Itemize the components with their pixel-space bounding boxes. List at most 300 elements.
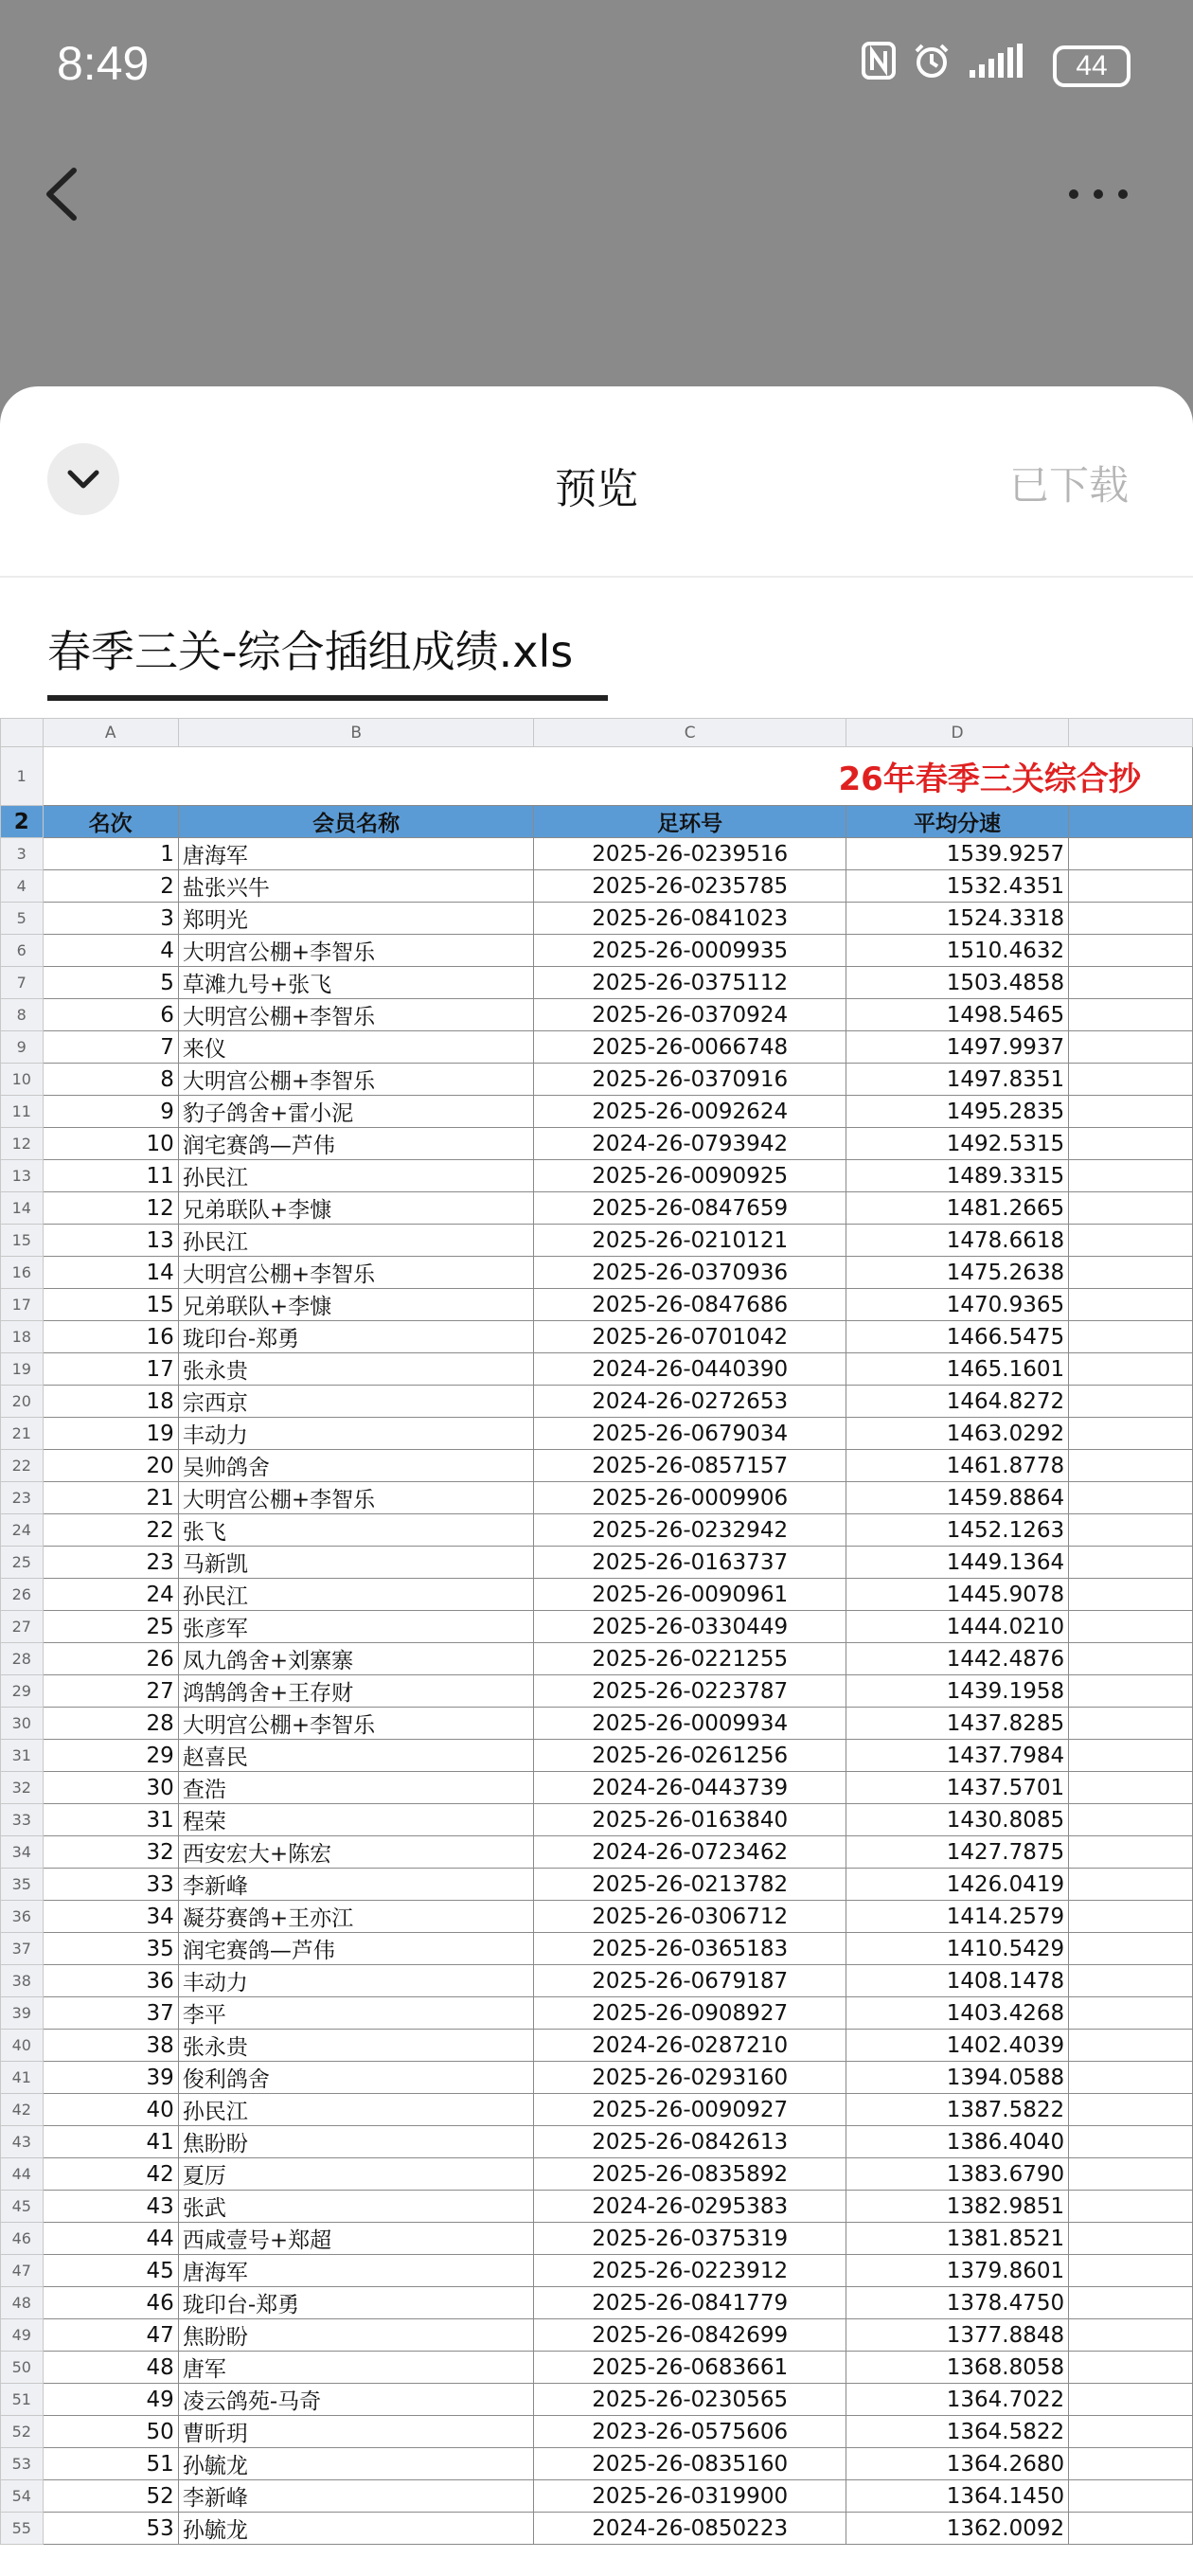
table-cell[interactable]: 凌云鸽苑-马奇 — [178, 2384, 534, 2416]
table-cell[interactable]: 10 — [43, 1128, 178, 1160]
table-cell[interactable]: 42 — [43, 2158, 178, 2191]
row-number[interactable]: 35 — [1, 1869, 44, 1901]
table-cell[interactable]: 凝芬赛鸽+王亦江 — [178, 1901, 534, 1933]
table-cell[interactable]: 2025-26-0293160 — [534, 2062, 846, 2094]
table-cell[interactable] — [1069, 967, 1193, 999]
table-cell[interactable]: 12 — [43, 1192, 178, 1225]
table-cell[interactable]: 李新峰 — [178, 1869, 534, 1901]
row-number[interactable]: 30 — [1, 1708, 44, 1740]
table-cell[interactable]: 2025-26-0847686 — [534, 1289, 846, 1321]
row-number[interactable]: 26 — [1, 1579, 44, 1611]
table-cell[interactable]: 1378.4750 — [846, 2287, 1068, 2319]
table-cell[interactable] — [1069, 2223, 1193, 2255]
table-cell[interactable]: 1437.5701 — [846, 1772, 1068, 1804]
table-cell[interactable]: 大明宫公棚+李智乐 — [178, 1708, 534, 1740]
table-cell[interactable]: 1386.4040 — [846, 2126, 1068, 2158]
table-cell[interactable]: 1445.9078 — [846, 1579, 1068, 1611]
table-cell[interactable]: 13 — [43, 1225, 178, 1257]
table-cell[interactable]: 凤九鸽舍+刘寨寨 — [178, 1643, 534, 1675]
table-cell[interactable] — [1069, 1804, 1193, 1836]
row-number[interactable]: 2 — [1, 806, 44, 838]
table-cell[interactable]: 1465.1601 — [846, 1353, 1068, 1386]
table-cell[interactable] — [1069, 2094, 1193, 2126]
column-letter[interactable]: B — [178, 719, 534, 747]
table-cell[interactable]: 大明宫公棚+李智乐 — [178, 1482, 534, 1514]
row-number[interactable]: 39 — [1, 1997, 44, 2030]
table-cell[interactable]: 50 — [43, 2416, 178, 2448]
table-cell[interactable]: 33 — [43, 1869, 178, 1901]
table-cell[interactable] — [1069, 1160, 1193, 1192]
table-cell[interactable]: 2025-26-0090925 — [534, 1160, 846, 1192]
table-cell[interactable]: 孙民江 — [178, 1225, 534, 1257]
row-number[interactable]: 31 — [1, 1740, 44, 1772]
table-cell[interactable]: 2025-26-0375112 — [534, 967, 846, 999]
column-letter[interactable]: D — [846, 719, 1068, 747]
table-cell[interactable] — [1069, 903, 1193, 935]
table-cell[interactable]: 1381.8521 — [846, 2223, 1068, 2255]
table-cell[interactable]: 36 — [43, 1965, 178, 1997]
table-cell[interactable]: 1387.5822 — [846, 2094, 1068, 2126]
table-cell[interactable]: 1497.9937 — [846, 1031, 1068, 1064]
table-cell[interactable]: 2025-26-0370916 — [534, 1064, 846, 1096]
table-cell[interactable]: 吴帅鸽舍 — [178, 1450, 534, 1482]
table-cell[interactable] — [1069, 2513, 1193, 2545]
table-cell[interactable]: 32 — [43, 1836, 178, 1869]
table-cell[interactable] — [1069, 1450, 1193, 1482]
table-cell[interactable]: 15 — [43, 1289, 178, 1321]
table-cell[interactable]: 大明宫公棚+李智乐 — [178, 999, 534, 1031]
table-cell[interactable]: 2024-26-0272653 — [534, 1386, 846, 1418]
table-cell[interactable]: 1414.2579 — [846, 1901, 1068, 1933]
table-cell[interactable]: 丰动力 — [178, 1418, 534, 1450]
table-cell[interactable]: 1466.5475 — [846, 1321, 1068, 1353]
row-number[interactable]: 21 — [1, 1418, 44, 1450]
table-cell[interactable] — [1069, 2158, 1193, 2191]
table-cell[interactable]: 35 — [43, 1933, 178, 1965]
table-cell[interactable]: 8 — [43, 1064, 178, 1096]
row-number[interactable]: 9 — [1, 1031, 44, 1064]
row-number[interactable]: 38 — [1, 1965, 44, 1997]
table-cell[interactable]: 焦盼盼 — [178, 2126, 534, 2158]
table-cell[interactable]: 2025-26-0330449 — [534, 1611, 846, 1643]
table-cell[interactable]: 24 — [43, 1579, 178, 1611]
table-cell[interactable] — [1069, 2126, 1193, 2158]
table-cell[interactable]: 1402.4039 — [846, 2030, 1068, 2062]
table-cell[interactable]: 2025-26-0235785 — [534, 870, 846, 903]
row-number[interactable]: 51 — [1, 2384, 44, 2416]
table-cell[interactable] — [1069, 1418, 1193, 1450]
table-cell[interactable]: 李平 — [178, 1997, 534, 2030]
column-header[interactable] — [1069, 806, 1193, 838]
table-cell[interactable] — [1069, 1128, 1193, 1160]
table-cell[interactable] — [1069, 1353, 1193, 1386]
table-cell[interactable]: 珑印台-郑勇 — [178, 2287, 534, 2319]
row-number[interactable]: 16 — [1, 1257, 44, 1289]
table-cell[interactable]: 40 — [43, 2094, 178, 2126]
row-number[interactable]: 4 — [1, 870, 44, 903]
table-cell[interactable]: 孙毓龙 — [178, 2448, 534, 2480]
table-cell[interactable]: 1379.8601 — [846, 2255, 1068, 2287]
table-cell[interactable] — [1069, 1289, 1193, 1321]
table-cell[interactable]: 1503.4858 — [846, 967, 1068, 999]
row-number[interactable]: 53 — [1, 2448, 44, 2480]
table-cell[interactable]: 1510.4632 — [846, 935, 1068, 967]
row-number[interactable]: 40 — [1, 2030, 44, 2062]
table-cell[interactable]: 1444.0210 — [846, 1611, 1068, 1643]
table-cell[interactable]: 2025-26-0842613 — [534, 2126, 846, 2158]
table-cell[interactable]: 44 — [43, 2223, 178, 2255]
column-header[interactable]: 足环号 — [534, 806, 846, 838]
table-cell[interactable]: 2024-26-0793942 — [534, 1128, 846, 1160]
table-cell[interactable]: 2025-26-0365183 — [534, 1933, 846, 1965]
table-cell[interactable]: 2025-26-0841023 — [534, 903, 846, 935]
row-number[interactable]: 37 — [1, 1933, 44, 1965]
table-cell[interactable]: 焦盼盼 — [178, 2319, 534, 2352]
row-number[interactable]: 5 — [1, 903, 44, 935]
table-cell[interactable]: 鸿鹄鸽舍+王存财 — [178, 1675, 534, 1708]
table-cell[interactable] — [1069, 1997, 1193, 2030]
table-cell[interactable] — [1069, 999, 1193, 1031]
table-cell[interactable] — [1069, 935, 1193, 967]
table-cell[interactable]: 张永贵 — [178, 1353, 534, 1386]
table-cell[interactable]: 马新凯 — [178, 1547, 534, 1579]
column-letter[interactable]: A — [43, 719, 178, 747]
table-cell[interactable] — [1069, 1836, 1193, 1869]
row-number[interactable]: 33 — [1, 1804, 44, 1836]
sheet-title-cell[interactable]: 26年春季三关综合抄 — [43, 747, 1192, 806]
table-cell[interactable]: 31 — [43, 1804, 178, 1836]
table-cell[interactable]: 2025-26-0370924 — [534, 999, 846, 1031]
table-cell[interactable]: 46 — [43, 2287, 178, 2319]
table-cell[interactable]: 夏厉 — [178, 2158, 534, 2191]
column-letter[interactable] — [1069, 719, 1193, 747]
table-cell[interactable] — [1069, 2319, 1193, 2352]
table-cell[interactable]: 2025-26-0261256 — [534, 1740, 846, 1772]
table-cell[interactable] — [1069, 2255, 1193, 2287]
table-cell[interactable]: 2025-26-0163840 — [534, 1804, 846, 1836]
row-number[interactable]: 42 — [1, 2094, 44, 2126]
table-cell[interactable]: 2024-26-0440390 — [534, 1353, 846, 1386]
table-cell[interactable]: 2025-26-0066748 — [534, 1031, 846, 1064]
row-number[interactable]: 49 — [1, 2319, 44, 2352]
table-cell[interactable]: 唐海军 — [178, 838, 534, 870]
row-number[interactable]: 13 — [1, 1160, 44, 1192]
table-cell[interactable]: 2023-26-0575606 — [534, 2416, 846, 2448]
table-cell[interactable] — [1069, 1933, 1193, 1965]
table-cell[interactable]: 1437.8285 — [846, 1708, 1068, 1740]
table-cell[interactable]: 2025-26-0306712 — [534, 1901, 846, 1933]
table-cell[interactable]: 2025-26-0009906 — [534, 1482, 846, 1514]
table-cell[interactable]: 大明宫公棚+李智乐 — [178, 1064, 534, 1096]
row-number[interactable]: 8 — [1, 999, 44, 1031]
table-cell[interactable]: 兄弟联队+李慷 — [178, 1192, 534, 1225]
table-cell[interactable]: 1439.1958 — [846, 1675, 1068, 1708]
table-cell[interactable] — [1069, 1579, 1193, 1611]
table-cell[interactable]: 孙民江 — [178, 1160, 534, 1192]
table-cell[interactable]: 2025-26-0841779 — [534, 2287, 846, 2319]
table-cell[interactable]: 2025-26-0223912 — [534, 2255, 846, 2287]
table-cell[interactable]: 19 — [43, 1418, 178, 1450]
table-cell[interactable]: 48 — [43, 2352, 178, 2384]
table-cell[interactable]: 45 — [43, 2255, 178, 2287]
table-cell[interactable]: 查浩 — [178, 1772, 534, 1804]
table-cell[interactable]: 大明宫公棚+李智乐 — [178, 1257, 534, 1289]
table-cell[interactable]: 唐军 — [178, 2352, 534, 2384]
row-number[interactable]: 7 — [1, 967, 44, 999]
table-cell[interactable]: 1463.0292 — [846, 1418, 1068, 1450]
row-number[interactable]: 50 — [1, 2352, 44, 2384]
table-cell[interactable]: 34 — [43, 1901, 178, 1933]
table-cell[interactable]: 郑明光 — [178, 903, 534, 935]
row-number[interactable]: 11 — [1, 1096, 44, 1128]
table-cell[interactable] — [1069, 1965, 1193, 1997]
table-cell[interactable]: 2025-26-0232942 — [534, 1514, 846, 1547]
table-cell[interactable]: 22 — [43, 1514, 178, 1547]
table-cell[interactable] — [1069, 1096, 1193, 1128]
table-cell[interactable]: 丰动力 — [178, 1965, 534, 1997]
row-number[interactable]: 47 — [1, 2255, 44, 2287]
table-cell[interactable]: 20 — [43, 1450, 178, 1482]
table-cell[interactable]: 2025-26-0009934 — [534, 1708, 846, 1740]
table-cell[interactable]: 1464.8272 — [846, 1386, 1068, 1418]
table-cell[interactable]: 1495.2835 — [846, 1096, 1068, 1128]
table-cell[interactable]: 2025-26-0908927 — [534, 1997, 846, 2030]
table-cell[interactable]: 李新峰 — [178, 2480, 534, 2513]
table-cell[interactable]: 27 — [43, 1675, 178, 1708]
table-cell[interactable]: 1442.4876 — [846, 1643, 1068, 1675]
row-number[interactable]: 6 — [1, 935, 44, 967]
table-cell[interactable]: 2025-26-0239516 — [534, 838, 846, 870]
spreadsheet-view[interactable] — [0, 718, 1193, 2576]
table-cell[interactable]: 西安宏大+陈宏 — [178, 1836, 534, 1869]
table-cell[interactable] — [1069, 870, 1193, 903]
table-cell[interactable]: 2025-26-0847659 — [534, 1192, 846, 1225]
table-cell[interactable]: 1532.4351 — [846, 870, 1068, 903]
row-number[interactable]: 25 — [1, 1547, 44, 1579]
table-cell[interactable]: 2024-26-0443739 — [534, 1772, 846, 1804]
table-cell[interactable]: 润宅赛鸽—芦伟 — [178, 1128, 534, 1160]
table-cell[interactable]: 2025-26-0090961 — [534, 1579, 846, 1611]
table-cell[interactable]: 1362.0092 — [846, 2513, 1068, 2545]
table-cell[interactable]: 1539.9257 — [846, 838, 1068, 870]
table-cell[interactable]: 2025-26-0230565 — [534, 2384, 846, 2416]
table-cell[interactable]: 2025-26-0092624 — [534, 1096, 846, 1128]
table-cell[interactable]: 1427.7875 — [846, 1836, 1068, 1869]
row-number[interactable]: 52 — [1, 2416, 44, 2448]
table-cell[interactable] — [1069, 1321, 1193, 1353]
table-cell[interactable]: 2025-26-0221255 — [534, 1643, 846, 1675]
table-cell[interactable]: 2024-26-0287210 — [534, 2030, 846, 2062]
table-cell[interactable] — [1069, 1740, 1193, 1772]
table-cell[interactable]: 5 — [43, 967, 178, 999]
table-cell[interactable] — [1069, 1514, 1193, 1547]
table-cell[interactable]: 39 — [43, 2062, 178, 2094]
table-cell[interactable]: 2025-26-0375319 — [534, 2223, 846, 2255]
row-number[interactable]: 48 — [1, 2287, 44, 2319]
table-cell[interactable] — [1069, 2448, 1193, 2480]
table-cell[interactable]: 2025-26-0009935 — [534, 935, 846, 967]
table-cell[interactable] — [1069, 1675, 1193, 1708]
table-cell[interactable]: 2024-26-0295383 — [534, 2191, 846, 2223]
row-number[interactable]: 24 — [1, 1514, 44, 1547]
column-header[interactable]: 会员名称 — [178, 806, 534, 838]
table-cell[interactable]: 1430.8085 — [846, 1804, 1068, 1836]
table-cell[interactable] — [1069, 2352, 1193, 2384]
table-cell[interactable]: 盐张兴牛 — [178, 870, 534, 903]
table-cell[interactable]: 曹昕玥 — [178, 2416, 534, 2448]
table-cell[interactable]: 2025-26-0679187 — [534, 1965, 846, 1997]
table-cell[interactable] — [1069, 1643, 1193, 1675]
table-cell[interactable]: 孙民江 — [178, 2094, 534, 2126]
table-cell[interactable]: 2024-26-0850223 — [534, 2513, 846, 2545]
table-cell[interactable]: 1410.5429 — [846, 1933, 1068, 1965]
table-cell[interactable]: 2025-26-0223787 — [534, 1675, 846, 1708]
table-cell[interactable]: 53 — [43, 2513, 178, 2545]
table-cell[interactable]: 2024-26-0723462 — [534, 1836, 846, 1869]
table-cell[interactable]: 孙毓龙 — [178, 2513, 534, 2545]
row-number[interactable]: 43 — [1, 2126, 44, 2158]
table-cell[interactable] — [1069, 1772, 1193, 1804]
table-cell[interactable]: 1452.1263 — [846, 1514, 1068, 1547]
row-number[interactable]: 29 — [1, 1675, 44, 1708]
table-cell[interactable]: 1377.8848 — [846, 2319, 1068, 2352]
table-cell[interactable]: 2025-26-0210121 — [534, 1225, 846, 1257]
table-cell[interactable]: 2025-26-0213782 — [534, 1869, 846, 1901]
row-number[interactable]: 44 — [1, 2158, 44, 2191]
table-cell[interactable]: 9 — [43, 1096, 178, 1128]
table-cell[interactable] — [1069, 1611, 1193, 1643]
table-cell[interactable]: 2025-26-0319900 — [534, 2480, 846, 2513]
table-cell[interactable]: 2025-26-0679034 — [534, 1418, 846, 1450]
table-cell[interactable]: 28 — [43, 1708, 178, 1740]
table-cell[interactable] — [1069, 1225, 1193, 1257]
table-cell[interactable]: 珑印台-郑勇 — [178, 1321, 534, 1353]
table-cell[interactable]: 赵喜民 — [178, 1740, 534, 1772]
table-cell[interactable]: 1 — [43, 838, 178, 870]
table-cell[interactable] — [1069, 1386, 1193, 1418]
table-cell[interactable] — [1069, 2480, 1193, 2513]
table-cell[interactable]: 2025-26-0163737 — [534, 1547, 846, 1579]
column-header[interactable]: 平均分速 — [846, 806, 1068, 838]
table-cell[interactable]: 1461.8778 — [846, 1450, 1068, 1482]
table-cell[interactable]: 1364.2680 — [846, 2448, 1068, 2480]
table-cell[interactable] — [1069, 2062, 1193, 2094]
row-number[interactable]: 46 — [1, 2223, 44, 2255]
table-cell[interactable]: 1383.6790 — [846, 2158, 1068, 2191]
table-cell[interactable]: 38 — [43, 2030, 178, 2062]
table-cell[interactable]: 1498.5465 — [846, 999, 1068, 1031]
row-number[interactable]: 15 — [1, 1225, 44, 1257]
table-cell[interactable]: 41 — [43, 2126, 178, 2158]
table-cell[interactable] — [1069, 1901, 1193, 1933]
table-cell[interactable]: 3 — [43, 903, 178, 935]
table-cell[interactable]: 11 — [43, 1160, 178, 1192]
table-cell[interactable]: 6 — [43, 999, 178, 1031]
table-cell[interactable]: 16 — [43, 1321, 178, 1353]
row-number[interactable]: 32 — [1, 1772, 44, 1804]
table-cell[interactable] — [1069, 1708, 1193, 1740]
row-number[interactable]: 41 — [1, 2062, 44, 2094]
table-cell[interactable]: 1364.7022 — [846, 2384, 1068, 2416]
table-cell[interactable]: 52 — [43, 2480, 178, 2513]
table-cell[interactable]: 18 — [43, 1386, 178, 1418]
row-number[interactable]: 17 — [1, 1289, 44, 1321]
table-cell[interactable]: 2025-26-0835892 — [534, 2158, 846, 2191]
row-number[interactable]: 28 — [1, 1643, 44, 1675]
more-options-icon[interactable] — [1060, 180, 1136, 208]
table-cell[interactable]: 大明宫公棚+李智乐 — [178, 935, 534, 967]
table-cell[interactable]: 30 — [43, 1772, 178, 1804]
column-letter[interactable]: C — [534, 719, 846, 747]
table-cell[interactable]: 2025-26-0701042 — [534, 1321, 846, 1353]
table-cell[interactable]: 1364.5822 — [846, 2416, 1068, 2448]
table-cell[interactable] — [1069, 2416, 1193, 2448]
table-cell[interactable]: 宗西京 — [178, 1386, 534, 1418]
table-cell[interactable]: 西咸壹号+郑超 — [178, 2223, 534, 2255]
table-cell[interactable]: 1481.2665 — [846, 1192, 1068, 1225]
table-cell[interactable]: 37 — [43, 1997, 178, 2030]
table-cell[interactable]: 俊利鸽舍 — [178, 2062, 534, 2094]
table-cell[interactable]: 1492.5315 — [846, 1128, 1068, 1160]
table-cell[interactable]: 张永贵 — [178, 2030, 534, 2062]
row-number[interactable]: 1 — [1, 747, 44, 806]
table-cell[interactable]: 豹子鸽舍+雷小泥 — [178, 1096, 534, 1128]
row-number[interactable]: 14 — [1, 1192, 44, 1225]
table-cell[interactable]: 2 — [43, 870, 178, 903]
row-number[interactable]: 23 — [1, 1482, 44, 1514]
table-cell[interactable]: 程荣 — [178, 1804, 534, 1836]
table-cell[interactable]: 51 — [43, 2448, 178, 2480]
row-number[interactable]: 34 — [1, 1836, 44, 1869]
table-cell[interactable]: 23 — [43, 1547, 178, 1579]
table-cell[interactable]: 2025-26-0835160 — [534, 2448, 846, 2480]
table-cell[interactable] — [1069, 1192, 1193, 1225]
table-cell[interactable]: 兄弟联队+李慷 — [178, 1289, 534, 1321]
row-number[interactable]: 45 — [1, 2191, 44, 2223]
row-number[interactable]: 22 — [1, 1450, 44, 1482]
table-cell[interactable] — [1069, 1031, 1193, 1064]
row-number[interactable]: 36 — [1, 1901, 44, 1933]
table-cell[interactable]: 唐海军 — [178, 2255, 534, 2287]
table-cell[interactable]: 2025-26-0370936 — [534, 1257, 846, 1289]
table-cell[interactable] — [1069, 2191, 1193, 2223]
table-cell[interactable]: 1459.8864 — [846, 1482, 1068, 1514]
row-number[interactable]: 27 — [1, 1611, 44, 1643]
table-cell[interactable]: 14 — [43, 1257, 178, 1289]
row-number[interactable]: 3 — [1, 838, 44, 870]
table-cell[interactable]: 1449.1364 — [846, 1547, 1068, 1579]
table-cell[interactable]: 1382.9851 — [846, 2191, 1068, 2223]
table-cell[interactable]: 草滩九号+张飞 — [178, 967, 534, 999]
table-cell[interactable]: 孙民江 — [178, 1579, 534, 1611]
column-header[interactable]: 名次 — [43, 806, 178, 838]
table-cell[interactable]: 2025-26-0683661 — [534, 2352, 846, 2384]
table-cell[interactable] — [1069, 1257, 1193, 1289]
table-cell[interactable]: 1426.0419 — [846, 1869, 1068, 1901]
table-cell[interactable]: 1524.3318 — [846, 903, 1068, 935]
table-cell[interactable]: 2025-26-0842699 — [534, 2319, 846, 2352]
table-cell[interactable]: 1403.4268 — [846, 1997, 1068, 2030]
row-number[interactable]: 18 — [1, 1321, 44, 1353]
table-cell[interactable]: 7 — [43, 1031, 178, 1064]
table-cell[interactable]: 47 — [43, 2319, 178, 2352]
table-cell[interactable]: 2025-26-0090927 — [534, 2094, 846, 2126]
table-cell[interactable]: 25 — [43, 1611, 178, 1643]
table-cell[interactable]: 1497.8351 — [846, 1064, 1068, 1096]
table-cell[interactable]: 来仪 — [178, 1031, 534, 1064]
table-cell[interactable]: 1394.0588 — [846, 2062, 1068, 2094]
back-icon[interactable] — [36, 161, 93, 227]
